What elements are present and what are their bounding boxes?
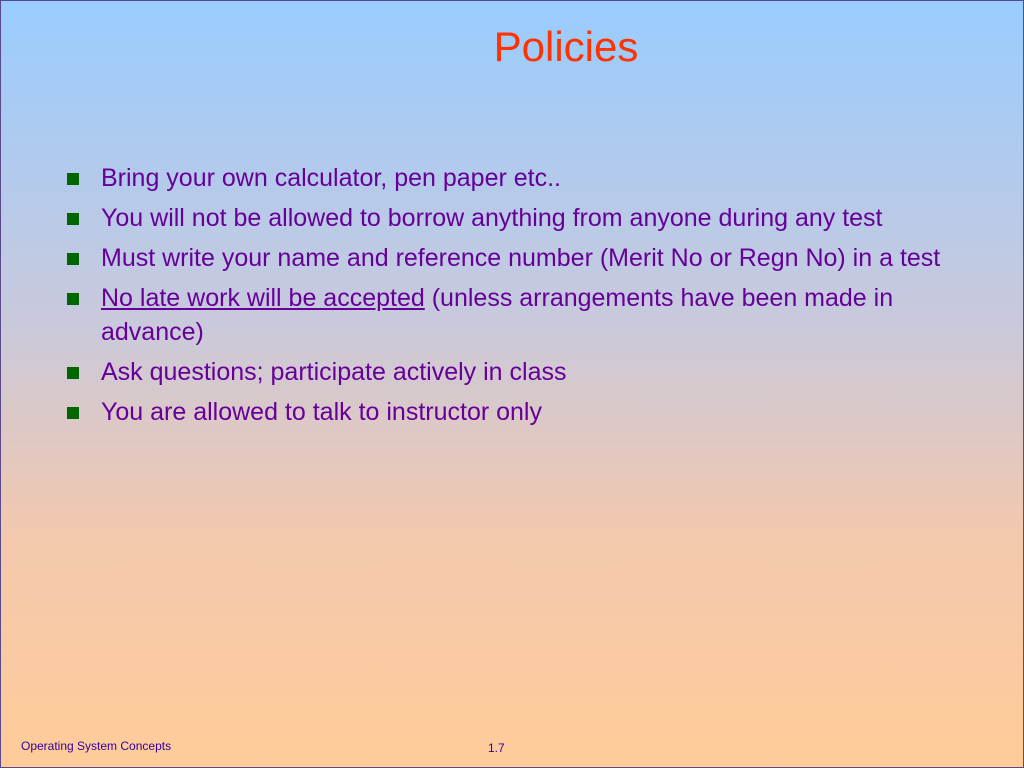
footer-page-number: 1.7 (488, 741, 505, 755)
bullet-item (63, 355, 953, 389)
bullet-text: Ask questions; participate actively in class (101, 358, 567, 386)
slide-title: Policies (493, 23, 639, 70)
bullet-item (63, 161, 953, 195)
bullet-text: (unless arrangements have been made in advance) (101, 284, 894, 346)
bullet-text: You are allowed to talk to instructor only (101, 398, 542, 426)
bullet-text: Must write your name and reference number (Merit No or Regn No) in a test (101, 244, 941, 272)
square-bullet-icon (67, 367, 79, 379)
square-bullet-icon (67, 253, 79, 265)
square-bullet-icon (67, 173, 79, 185)
square-bullet-icon (67, 407, 79, 419)
bullet-underlined-text: No late work will be accepted (101, 284, 425, 312)
bullet-list (63, 161, 953, 435)
bullet-item (63, 281, 953, 349)
bullet-text: Bring your own calculator, pen paper etc.. (101, 164, 561, 192)
bullet-item (63, 395, 953, 429)
footer-course-title: Operating System Concepts (21, 739, 172, 753)
bullet-item (63, 241, 953, 275)
square-bullet-icon (67, 213, 79, 225)
square-bullet-icon (67, 293, 79, 305)
bullet-item (63, 201, 953, 235)
bullet-text: You will not be allowed to borrow anything from anyone during any test (101, 204, 883, 232)
